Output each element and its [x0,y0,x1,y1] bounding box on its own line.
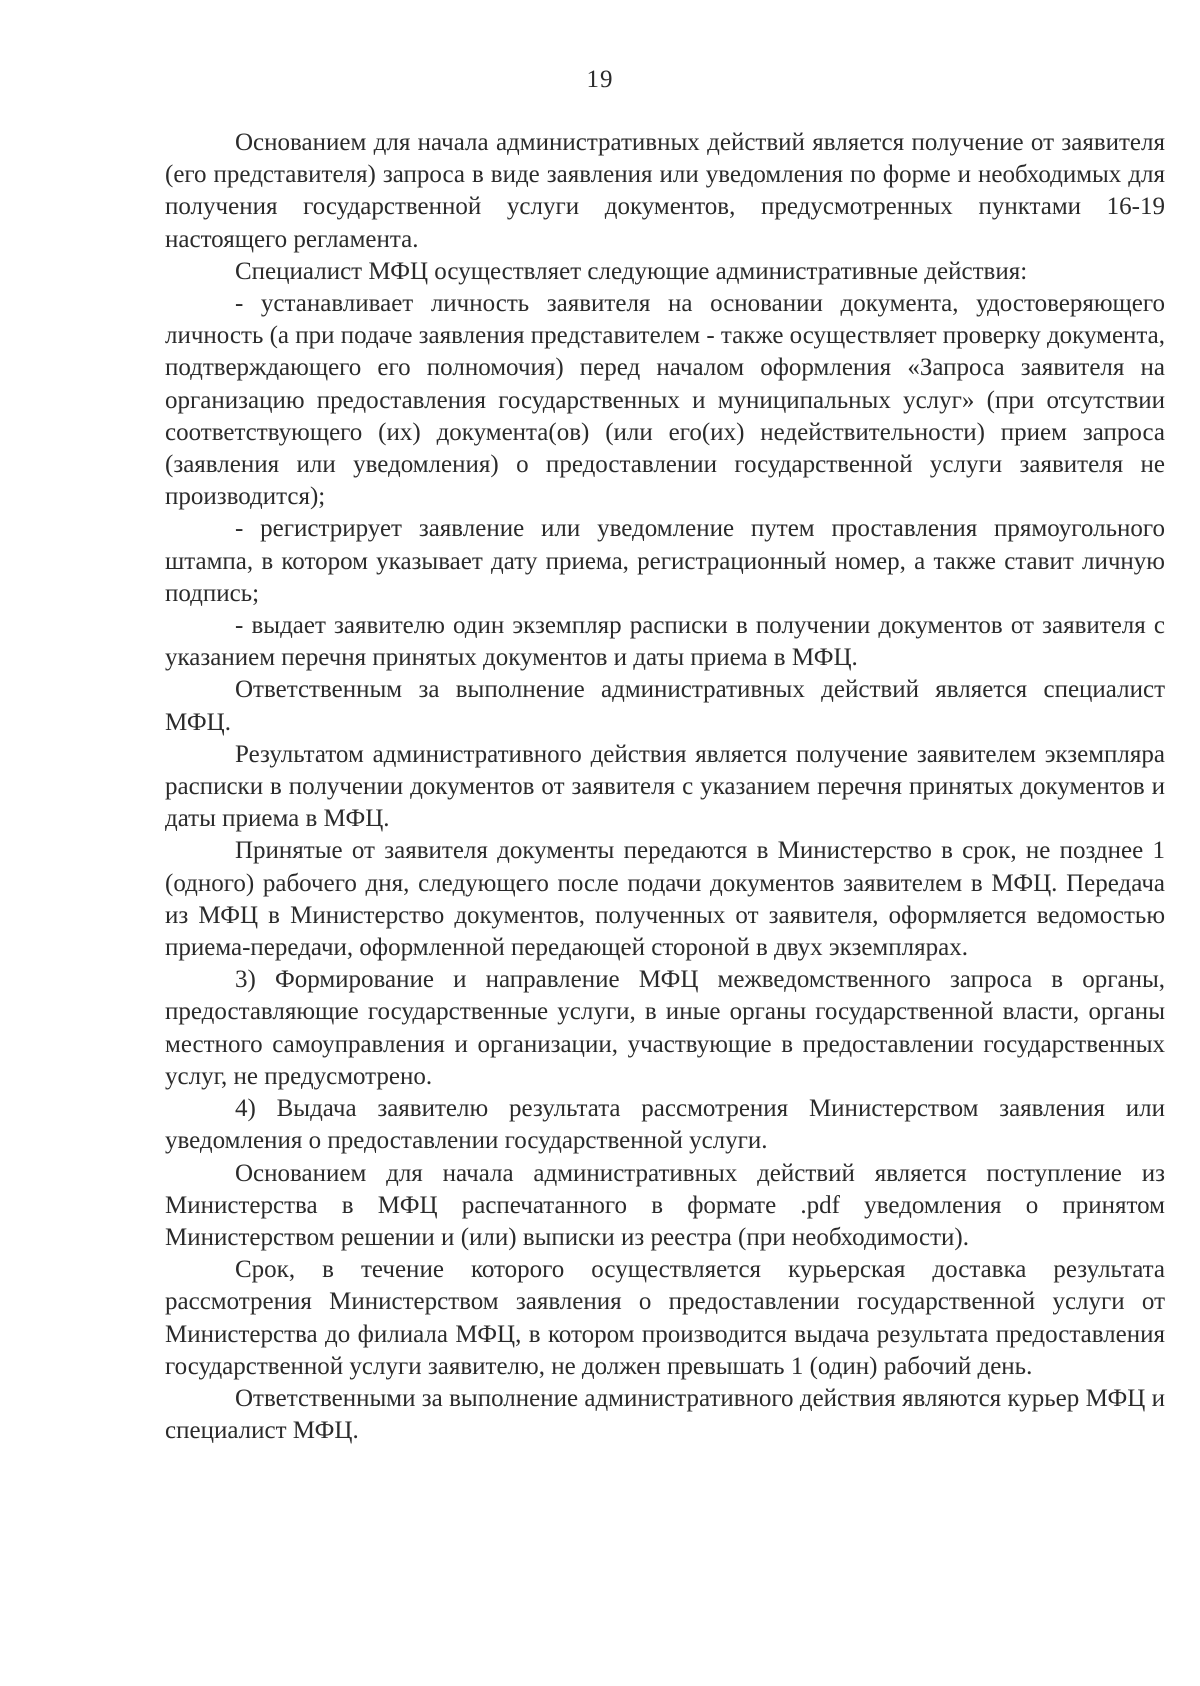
paragraph: Ответственными за выполнение административного действия являются курьер МФЦ и специалист МФЦ. [165,1384,1165,1445]
paragraph: 4) Выдача заявителю результата рассмотрения Министерством заявления или уведомления о предоставлении государственной услуги. [165,1095,1165,1155]
list-item: - регистрирует заявление или уведомление путем проставления прямоугольного штампа, в котором указывает дату приема, регистрационный номер, а также ставит личную подпись; [165,515,1165,607]
paragraph: Основанием для начала административных действий является поступление из Министерства в МФЦ распечатанного в формате .pdf уведомления о принятом Министерством решении и (или) выписки из реестра (при необходимости). [165,1159,1165,1251]
page-number: 19 [586,66,614,93]
paragraph: 3) Формирование и направление МФЦ межведомственного запроса в органы, предоставляющие государственные услуги, в иные органы государственной власти, органы местного самоуправления и организации, участвующие в предоставлении государственных услуг, не предусмотрено. [165,966,1165,1090]
paragraph: Основанием для начала административных действий является получение от заявителя (его представителя) запроса в виде заявления или уведомления по форме и необходимых для получения государственной услуги документов, предусмотренных пунктами 16-19 настоящего регламента. [165,129,1165,253]
paragraph: Специалист МФЦ осуществляет следующие административные действия: [235,257,1028,285]
document-body [165,127,1165,1447]
paragraph: Результатом административного действия является получение заявителем экземпляра расписки в получении документов от заявителя с указанием перечня принятых документов и даты приема в МФЦ. [165,740,1165,833]
paragraph: Ответственным за выполнение административных действий является специалист МФЦ. [165,676,1165,736]
paragraph: Срок, в течение которого осуществляется курьерская доставка результата рассмотрения Министерством заявления о предоставлении государственной услуги от Министерства до филиала МФЦ, в котором производится выдача результата предоставления государственной услуги заявителю, не должен превышать 1 (один) рабочий день. [165,1256,1165,1380]
paragraph: Принятые от заявителя документы передаются в Министерство в срок, не позднее 1 (одного) рабочего дня, следующего после подачи документов заявителем в МФЦ. Передача из МФЦ в Министерство документов, полученных от заявителя, оформляется ведомостью приема-передачи, оформленной передающей стороной в двух экземплярах. [165,837,1165,962]
list-item: - выдает заявителю один экземпляр расписки в получении документов от заявителя с указанием перечня принятых документов и даты приема в МФЦ. [165,612,1165,672]
list-item: - устанавливает личность заявителя на основании документа, удостоверяющего личность (а при подаче заявления представителем - также осуществляет проверку документа, подтверждающего его полномочия) перед началом оформления «Запроса заявителя на организацию предоставления государственных и муниципальных услуг» (при отсутствии соответствующего (их) документа(ов) (или его(их) недействительности) прием запроса (заявления или уведомления) о предоставлении государственной услуги заявителя не производится); [165,290,1165,511]
